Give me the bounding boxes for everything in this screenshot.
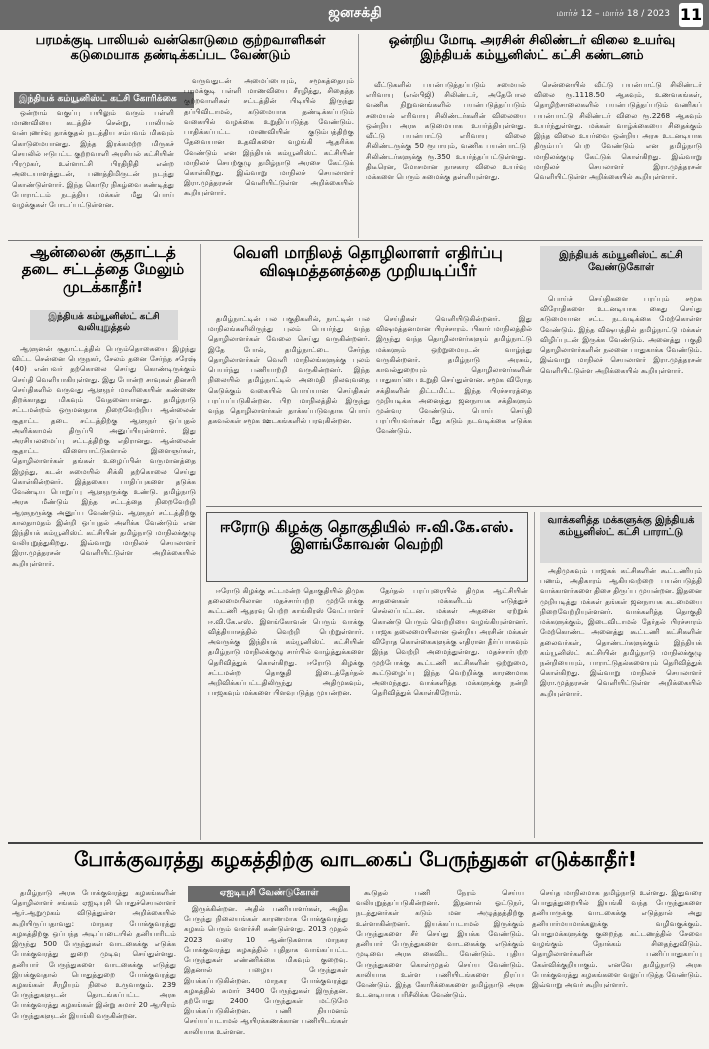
article3-headline-box: [10, 244, 196, 306]
article2-col1: [366, 80, 526, 230]
article2-headline-box: [362, 34, 702, 74]
article5-headline: இந்தியக் கம்யூனிஸ்ட் கட்சி வேண்டுகோள்: [540, 246, 702, 290]
article4-col3-text: பொய்ச் செய்திகளை பரப்பும் சமூக விரோதிகளை உடனடியாக கைது செய்து கடுமையான சட்ட நடவடிக்கை மேற்கொள்ள வேண்டும். இந்த விஷயத்தில் தமிழ்நாட்டு மக்கள் விழிப்புடன் இருக்க வேண்டும். அனைத்து பகுதி தொழிலாளர்களின் நலனை பாதுகாக்க வேண்டும். இவ்வாறு மாநிலச் செயலாளர் இரா.முத்தரசன் வெளியிட்டுள்ள அறிக்கையில் கூறியுள்ளார்.: [540, 294, 702, 375]
article4-headline: வெளி மாநிலத் தொழிலாளர் எதிர்ப்பு விஷமத்தனத்தை முறியடிப்பீர்: [233, 244, 503, 281]
article8-col4: [532, 888, 702, 1044]
article8-headline: போக்குவரத்து கழகத்திற்கு வாடகைப் பேருந்துகள் எடுக்காதீர்!: [74, 848, 637, 871]
article8-col3: [356, 888, 524, 1044]
column-divider: [358, 34, 359, 238]
article3-tag: இந்தியக் கம்யூனிஸ்ட் கட்சி வலியுறுத்தல்: [30, 310, 178, 340]
article4-col3: [540, 294, 702, 498]
article3-headline: ஆன்லைன் சூதாட்டத் தடை சட்டத்தை மேலும் முடக்காதீர்!: [21, 244, 185, 296]
article1-col1: [12, 108, 174, 232]
column-divider: [534, 512, 535, 838]
article6-col2: [372, 586, 528, 836]
article1-col1-text: ஒன்றாம் வகுப்பு பயிலும் வரும் பள்ளி மாணவியை கடத்திச் சென்று, பாலியல் வன்புணர்வு தாக்குதல் நடத்திய சம்பவம் மிகவும் கொடுமையானது. இந்த இரக்கமற்ற மிருகச் செயலில் ஈடுபட்ட குற்றவாளி அரசியல் கட்சியின் பிரமுகர், உள்ளாட்சி பிரதிநிதி என்ற அடையாளத்துடன், பணத்திமிருடன் நடந்து கொண்டுள்ளார். இந்த கொடூர நிகழ்வை கண்டித்து போராட்டம் நடத்திய மக்கள் மீது பொய் வழக்குகள் போடப்பட்டுள்ளன.: [12, 108, 174, 209]
article8-col1: [12, 888, 176, 1044]
article4-headline-box: [206, 244, 530, 308]
article1-tag: இந்தியக் கம்யூனிஸ்ட் கட்சி கோரிக்கை: [14, 92, 194, 108]
article2-col2-text: சென்னையில் வீட்டு பயன்பாட்டு சிலிண்டர் விலை ரூ.1118.50 ஆகவும், உணவகங்கள், தொழிற்சாலைகளில் பயன்படுத்தப்படும் வணிகப் பயன்பாட்டு சிலிண்டர் விலை ரூ.2268 ஆகவும் உயர்ந்துள்ளது. மக்கள் வாழ்க்கையை சிதைக்கும் இந்த விலை உயர்வை ஒன்றிய அரசு உடனடியாக திரும்பப் பெற வேண்டும் என தமிழ்நாடு மாநிலக்குழு கேட்டுக் கொள்கிறது. இவ்வாறு மாநிலச் செயலாளர் இரா.முத்தரசன் வெளியிட்டுள்ள அறிக்கையில் கூறியுள்ளார்.: [534, 80, 702, 181]
article2-col1-text: வீட்டுகளில் பயன்படுத்தப்படும் சமையல் எரிவாயு (எல்பிஜி) சிலிண்டர், அதேபோல வணிக நிறுவனங்களில் பயன்படுத்தப்படும் சமையல் எரிவாயு சிலிண்டர்களின் விலையை ஒன்றிய அரசு கடுமையாக உயர்த்தியுள்ளது. வீட்டு பயன்பாட்டு எரிவாயு விலை சிலிண்டருக்கு 50 ரூபாயும், வணிக பயன்பாட்டு சிலிண்டர்களுக்கு ரூ.350 உயர்த்தப்பட்டுள்ளது. திடீரென, மோசமான நாசகார விலை உயர்வு மக்களை பெரும் சுமைக்கு தள்ளியுள்ளது.: [366, 80, 526, 181]
article6-headline: ஈரோடு கிழக்கு தொகுதியில் ஈ.வி.கே.எஸ். இளங்கோவன் வெற்றி: [219, 518, 515, 554]
article3-body-text: ஆளுனன் சூதாட்டத்தில் பெரும்தொகையை இழந்து விட்ட சென்னை பெருநகர், சேலம் தனை சேர்ந்த சரேஷ் (40) என்பவர் தற்கொலை செய்து கொண்டிருக்கும் செய்தி வெளியாகியுள்ளது. இது போன்ற சாவுகள் தினசரி செய்திகளில் வருவது ஆளுநர் மாளிகையின் கண்ணை திறக்காதது மிகவும் வேதனையானது. தமிழ்நாடு சட்டமன்றம் ஒருமனதாக நிறைவேற்றிய ஆன்லைன் சூதாட்ட தடை சட்டத்திற்கு ஆளுநர் ஒப்புதல் அளிக்காமல் திருப்பி அனுப்பியுள்ளார். இது அரசியலமைப்பு சட்டத்திற்கு எதிரானது. ஆன்லைன் சூதாட்ட விளையாட்டுகளால் இளைஞர்கள், தொழிலாளர்கள் தங்கள் உழைப்பின் வருமானத்தை இழந்து, கடன் சுமையில் சிக்கி தற்கொலை செய்து கொள்கின்றனர். இத்தகைய பாதிப்புகளை தடுக்க வேண்டிய பொறுப்பு ஆளுநருக்கு உண்டு. தமிழ்நாடு அரசு மீண்டும் இந்த சட்டத்தை நிறைவேற்றி ஆளுநருக்கு அனுப்ப வேண்டும். ஆளுநர் சட்டத்திற்கு காலதாமதம் இன்றி ஒப்புதல் அளிக்க வேண்டும் என இந்தியக் கம்யூனிஸ்ட் கட்சியின் தமிழ்நாடு மாநிலக்குழு வலியுறுத்துகிறது. இவ்வாறு மாநிலச் செயலாளர் இரா.முத்தரசன் வெளியிட்டுள்ள அறிக்கையில் கூறியுள்ளார்.: [12, 344, 196, 568]
article4-col1: [208, 314, 370, 498]
issue-date: மார்ச் 12 – மார்ச் 18 / 2023: [556, 9, 670, 19]
article7-body-text: அதிமுகவும் பாஜகக் கட்சிகளின் கூட்டணியும் பணம், அதிகாரம் ஆகியவற்றை பயன்படுத்தி வாக்காளர்களை திசை திருப்ப முயன்றன. இதனை முறியடித்து மக்கள் தங்கள் ஜனநாயக கடமையை நிறைவேற்றியுள்ளனர். வாக்களித்த தொகுதி மக்களுக்கும், இடைவிடாமல் தேர்தல் பிரச்சாரம் மேற்கொண்ட அனைத்து கூட்டணி கட்சிகளின் தலைவர்கள், தொண்டர்களுக்கும் இந்தியக் கம்யூனிஸ்ட் கட்சியின் தமிழ்நாடு மாநிலக்குழு நன்றியையும், பாராட்டுதல்களையும் தெரிவித்துக் கொள்கிறது. இவ்வாறு மாநிலச் செயலாளர் இரா.முத்தரசன் வெளியிட்டுள்ள அறிக்கையில் கூறியுள்ளார்.: [540, 566, 702, 698]
article7-body: [540, 566, 702, 836]
article1-col2: [184, 76, 354, 232]
article8-col3-text: கூடுதல் பணி நேரம் செய்ய வலியுறுத்தப்படுகின்றனர். இதனால் ஓட்டுநர், நடத்துனர்கள் கடும் மன அழுத்தத்திற்கு உள்ளாகின்றனர். இயக்கப்படாமல் இருக்கும் பேருந்துகளை சீர் செய்து இயக்க வேண்டும். தனியார் பேருந்துகளை வாடகைக்கு எடுக்கும் முடிவை அரசு கைவிட வேண்டும். புதிய பேருந்துகளை கொள்முதல் செய்ய வேண்டும். காலியாக உள்ள பணியிடங்களை நிரப்ப வேண்டும். இந்த கோரிக்கைகளை தமிழ்நாடு அரசு உடனடியாக பரிசீலிக்க வேண்டும்.: [356, 888, 524, 1000]
article8-col2: [184, 904, 348, 1044]
article7-headline: வாக்களித்த மக்களுக்கு இந்தியக் கம்யூனிஸ்ட் கட்சி பாராட்டு: [540, 512, 702, 563]
article6-headline-box: [206, 512, 528, 582]
article6-col1: [208, 586, 364, 836]
article1-col2-text: வருவதுடன் அமைப்பையும், சமூகத்தையும் பரமக்குடி பள்ளி மாணவியை சீரழித்து, சிதைத்த குற்றவாளிகள் சட்டத்தின் பிடியில் இருந்து தப்பிவிடாமல், கடுமையாக தண்டிக்கப்படும் வகையில் வழக்கை உறுதிப்படுத்த வேண்டும். பாதிக்கப்பட்ட மாணவியின் குடும்பத்திற்கு தேவையான உதவிகளை வழங்கி ஆதரிக்க வேண்டும் என இந்தியக் கம்யூனிஸ்ட் கட்சியின் மாநிலச் செயற்குழு தமிழ்நாடு அரசை கேட்டுக் கொள்கிறது. இவ்வாறு மாநிலச் செயலாளர் இரா.முத்தரசன் வெளியிட்டுள்ள அறிக்கையில் கூறியுள்ளார்.: [184, 76, 354, 198]
article2-col2: [534, 80, 702, 230]
article8-tag: ஏஐடியுசி வேண்டுகோள்: [188, 886, 350, 902]
article2-headline: ஒன்றிய மோடி அரசின் சிலிண்டர் விலை உயர்வு இந்தியக் கம்யூனிஸ்ட் கட்சி கண்டனம்: [388, 34, 676, 63]
section-divider: [8, 240, 703, 241]
article4-col1-text: தமிழ்நாட்டின் பல பகுதிகளில், நாட்டின் பல மாநிலங்களிலிருந்து புலம் பெயர்ந்து வந்த தொழிலாளர்கள் வேலை செய்து வருகின்றனர். இதே போல், தமிழ்நாட்டை சேர்ந்த தொழிலாளர்கள் வெளி மாநிலங்களுக்கு புலம் பெயர்ந்து பணியாற்றி வருகின்றனர். இந்த நிலையில் தமிழ்நாட்டில் அமைதி நிலவுவதை கெடுக்கும் வகையில் பொய்யான செய்திகள் பரப்பப்படுகின்றன. பிற மாநிலத்தில் இருந்து வந்த தொழிலாளர்கள் தாக்கப்படுவதாக பொய் தகவல்கள் சமூக ஊடகங்களில் பரவுகின்றன.: [208, 314, 370, 426]
article4-col2: [376, 314, 532, 498]
article3-body: [12, 344, 196, 838]
newspaper-title: ஜனசக்தி: [328, 5, 382, 21]
article4-col2-text: செய்திகள் வெளியிடுகின்றனர். இது விஷமத்தனமான பிரச்சாரம். பிகார் மாநிலத்தில் இருந்து வந்த தொழிலாளர்களும் தமிழ்நாட்டு மக்களும் ஒற்றுமையுடன் வாழ்ந்து வருகின்றனர். தமிழ்நாடு அரசும், காவல்துறையும் தொழிலாளர்களின் பாதுகாப்பை உறுதி செய்துள்ளன. சமூக விரோத சக்திகளின் திட்டமிட்ட இந்த பிரச்சாரத்தை முறியடிக்க அனைத்து ஜனநாயக சக்திகளும் முன்வர வேண்டும். பொய் செய்தி பரப்பியவர்கள் மீது கடும் நடவடிக்கை எடுக்க வேண்டும்.: [376, 314, 532, 436]
article1-headline-box: [8, 34, 353, 74]
article6-col1-text: ஈரோடு கிழக்கு சட்டமன்ற தொகுதியில் திமுக தலைமையிலான மதச்சார்பற்ற முற்போக்கு கூட்டணி ஆதரவு பெற்ற காங்கிரஸ் வேட்பாளர் ஈ.வி.கே.எஸ். இளங்கோவன் பெரும் வாக்கு வித்தியாசத்தில் வெற்றி பெற்றுள்ளார். அவருக்கு இந்தியக் கம்யூனிஸ்ட் கட்சியின் தமிழ்நாடு மாநிலக்குழு சார்பில் வாழ்த்துக்களை தெரிவித்துக் கொள்கிறது. ஈரோடு கிழக்கு சட்டமன்ற தொகுதி இடைத்தேர்தல் அறிவிக்கப்பட்டதிலிருந்து அதிமுகவும், பாஜகவும் மக்களை பிளவுபடுத்த முயன்றன.: [208, 586, 364, 698]
article6-col2-text: தேர்தல் பரப்புரையில் திமுக ஆட்சியின் சாதனைகள் மக்களிடம் எடுத்துச் செல்லப்பட்டன. மக்கள் அதனை ஏற்றுக் கொண்டு பெரும் வெற்றியை வழங்கியுள்ளனர். பாஜக தலைமையிலான ஒன்றிய அரசின் மக்கள் விரோத கொள்கைகளுக்கு எதிரான தீர்ப்பாகவும் இந்த வெற்றி அமைந்துள்ளது. மதச்சார்பற்ற முற்போக்கு கூட்டணி கட்சிகளின் ஒற்றுமை, கூட்டுழைப்பு இந்த வெற்றிக்கு காரணமாக அமைந்தது. வாக்களித்த மக்களுக்கு நன்றி தெரிவித்துக் கொள்கிறோம்.: [372, 586, 528, 698]
section-divider: [8, 842, 703, 844]
article8-col2-text: இருக்கின்றன. அதில் பணியாளர்கள், அதிக பேருந்து நிலையங்கள் காரணமாக போக்குவரத்து கழகம் பெரும் வளர்ச்சி கண்டுள்ளது. 2013 முதல் 2023 வரை 10 ஆண்டுகளாக மாநகர போக்குவரத்து கழகத்தில் புதிதாக வாங்கப்பட்ட பேருந்துகள் எண்ணிக்கை மிகவும் குறைவு. இதனால் பழைய பேருந்துகள் இயக்கப்படுகின்றன. மாநகர போக்குவரத்து கழகத்தில் சுமார் 3400 பேருந்துகள் இருந்தன. தற்போது 2400 பேருந்துகள் மட்டுமே இயக்கப்படுகின்றன. பணி நியமனம் செய்யப்படாமல் ஆயிரக்கணக்கான பணியிடங்கள் காலியாக உள்ளன.: [184, 904, 348, 1036]
article8-headline-box: [8, 848, 703, 882]
section-divider: [206, 506, 702, 507]
article8-col1-text: தமிழ்நாடு அரசு போக்குவரத்து கழகங்களின் தொழிலாளர் சங்கம் ஏஐடியுசி பொதுச்செயலாளர் ஆர்.ஆறுமுகம் விடுத்துள்ள அறிக்கையில் கூறியிருப்பதாவது: மாநகர போக்குவரத்து கழகத்திற்கு ஒப்பந்த அடிப்படையில் தனியாரிடம் இருந்து 500 பேருந்துகள் வாடகைக்கு எடுக்க போக்குவரத்து துறை முடிவு செய்துள்ளது. தனியார் பேருந்துகளை வாடகைக்கு எடுத்து இயக்குவதால் பொதுத்துறை போக்குவரத்து கழகங்கள் சீரழியும் நிலை உருவாகும். 239 பேருந்துகளுடன் தொடங்கப்பட்ட அரசு போக்குவரத்து கழகங்கள் இன்று சுமார் 20 ஆயிரம் பேருந்துகளுடன் இயங்கி வருகின்றன.: [12, 888, 176, 1020]
article1-headline: பரமக்குடி பாலியல் வன்கொடுமை குற்றவாளிகள் கடுமையாக தண்டிக்கப்பட வேண்டும்: [35, 34, 326, 63]
masthead: [0, 0, 709, 30]
article8-col4-text: செய்த மாநிலமாக தமிழ்நாடு உள்ளது. இதுவரை பொதுத்துறையில் இயங்கி வந்த பேருந்துகளை தனியாருக்கு வாடகைக்கு எடுத்தால் அது தனியார்மயமாக்கலுக்கு வழிவகுக்கும். பொதுமக்களுக்கு குறைந்த கட்டணத்தில் சேவை வழங்கும் நோக்கம் சிதைந்துவிடும். தொழிலாளர்களின் பணிப்பாதுகாப்பு கேள்விக்குறியாகும். எனவே தமிழ்நாடு அரசு போக்குவரத்து கழகங்களை வலுப்படுத்த வேண்டும். இவ்வாறு அவர் கூறியுள்ளார்.: [532, 888, 702, 989]
column-divider: [200, 244, 201, 840]
page-number: 11: [679, 3, 703, 27]
